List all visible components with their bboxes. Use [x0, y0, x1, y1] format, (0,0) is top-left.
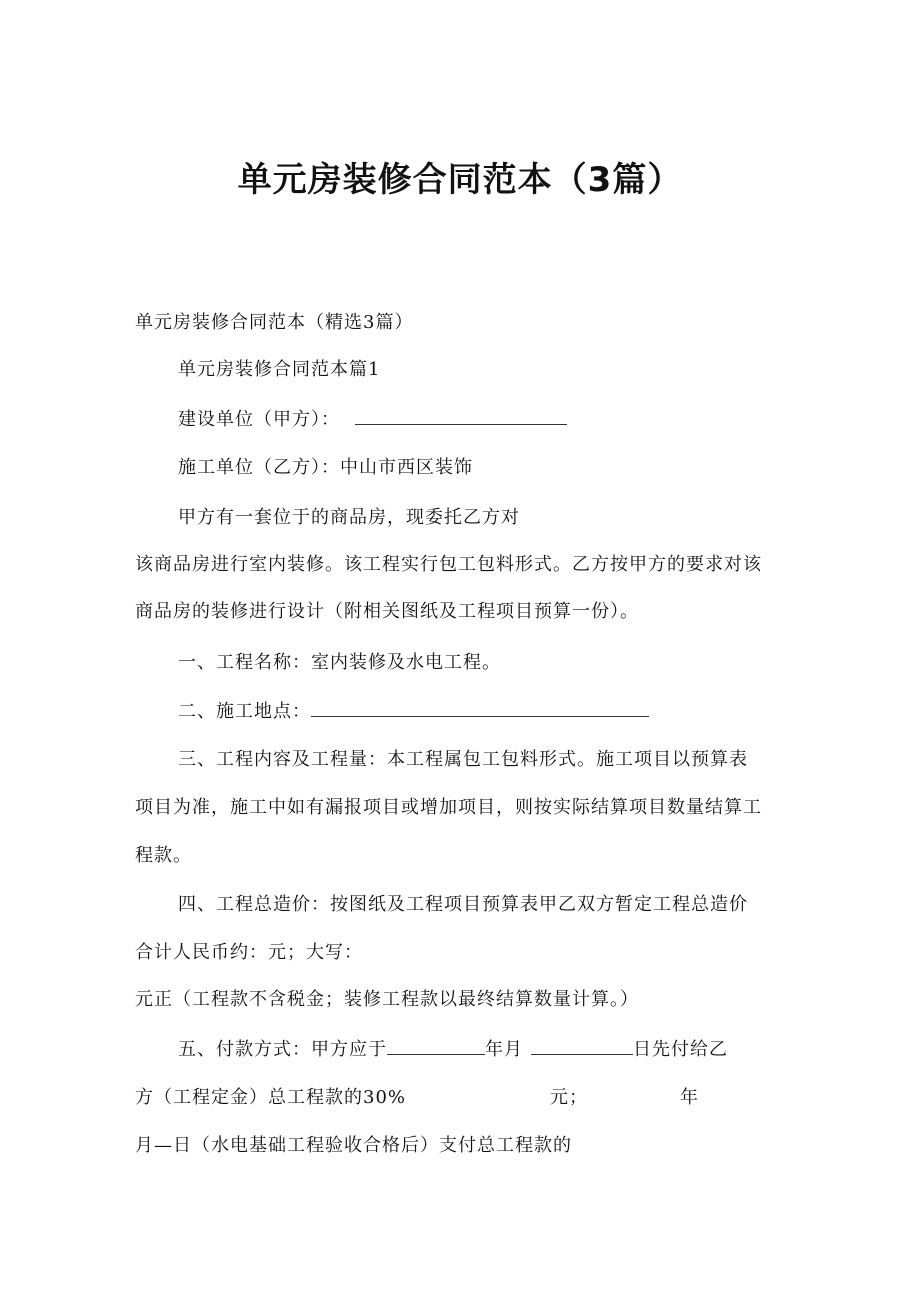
- paragraph-line: 甲方有一套位于的商品房，现委托乙方对: [178, 507, 520, 528]
- clause-3-line: 程款。: [135, 845, 192, 866]
- document-subtitle: 单元房装修合同范本（精选3篇）: [135, 312, 414, 333]
- clause-5-line2-year: 年: [680, 1087, 699, 1108]
- clause-2-label: 二、施工地点：: [178, 701, 311, 722]
- clause-1: 一、工程名称：室内装修及水电工程。: [178, 652, 501, 673]
- clause-5-line2: 方（工程定金）总工程款的30%: [135, 1087, 407, 1108]
- clause-4-line: 元正（工程款不含税金；装修工程款以最终结算数量计算。）: [135, 989, 639, 1010]
- clause-2-line: [178, 697, 649, 727]
- clause-5-line: [178, 1035, 728, 1065]
- party-a-line: [178, 405, 567, 435]
- clause-4-line: 四、工程总造价：按图纸及工程项目预算表甲乙双方暂定工程总造价: [178, 894, 748, 915]
- document-title: 单元房装修合同范本（3篇）: [237, 160, 683, 200]
- paragraph-line: 该商品房进行室内装修。该工程实行包工包料形式。乙方按甲方的要求对该: [135, 554, 762, 575]
- party-a-blank: [355, 406, 567, 425]
- clause-5-line3: 月—日（水电基础工程验收合格后）支付总工程款的: [135, 1135, 572, 1156]
- clause-5-part1: 五、付款方式：甲方应于: [178, 1039, 387, 1060]
- party-a-label: 建设单位（甲方）：: [178, 409, 340, 430]
- clause-3-line: 项目为准，施工中如有漏报项目或增加项目，则按实际结算项目数量结算工: [135, 797, 762, 818]
- paragraph-line: 商品房的装修进行设计（附相关图纸及工程项目预算一份）。: [135, 601, 639, 622]
- clause-3-line: 三、工程内容及工程量：本工程属包工包料形式。施工项目以预算表: [178, 749, 748, 770]
- section-heading: 单元房装修合同范本篇1: [178, 359, 381, 380]
- clause-5-part2: 年月: [485, 1039, 523, 1060]
- party-b-line: 施工单位（乙方）：中山市西区装饰: [178, 457, 473, 478]
- site-blank: [311, 698, 649, 717]
- clause-4-line: 合计人民币约：元；大写：: [135, 942, 363, 963]
- clause-5-part3: 日先付给乙: [633, 1039, 728, 1060]
- payment-blank-1: [387, 1036, 485, 1055]
- payment-blank-2: [531, 1036, 633, 1055]
- clause-5-line2-amount: 元；: [550, 1087, 588, 1108]
